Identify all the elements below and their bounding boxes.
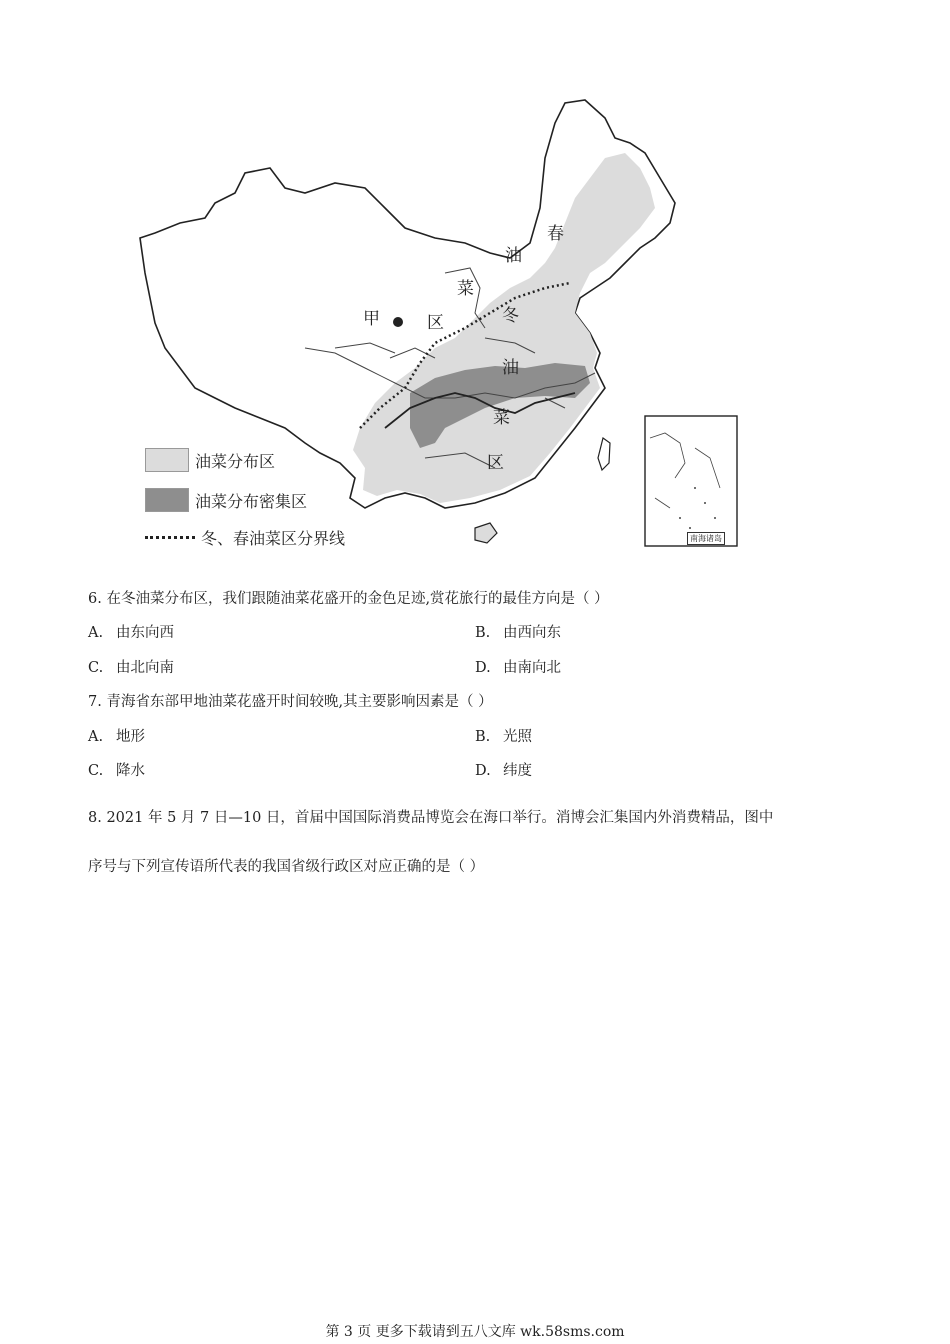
q7-option-c[interactable]: C. 降水: [88, 763, 145, 779]
label-jia: 甲: [363, 309, 380, 329]
question-8-line2: 序号与下列宣传语所代表的我国省级行政区对应正确的是（ ）: [88, 859, 485, 875]
label-cai-winter: 菜: [493, 408, 510, 428]
inset-label: 南海诸岛: [687, 532, 725, 545]
dotted-line-sample: [145, 536, 195, 539]
q7-option-d[interactable]: D. 纬度: [475, 763, 532, 779]
label-dong: 冬: [502, 306, 519, 326]
label-cai-spring: 菜: [457, 279, 474, 299]
q7-option-b[interactable]: B. 光照: [475, 729, 532, 745]
page-footer: 第 3 页 更多下载请到五八文库 wk.58sms.com: [325, 1324, 625, 1340]
q6-option-c[interactable]: C. 由北向南: [88, 660, 174, 676]
legend-dense: 油菜分布密集区: [145, 488, 307, 512]
point-jia: [393, 317, 403, 327]
question-7: 7. 青海省东部甲地油菜花盛开时间较晚,其主要影响因素是（ ）: [88, 694, 493, 710]
q6-option-d[interactable]: D. 由南向北: [475, 660, 561, 676]
south-china-sea-inset: [645, 416, 737, 546]
question-8-line1: 8. 2021 年 5 月 7 日—10 日，首届中国国际消费品博览会在海口举行。消博会汇集国内外消费精品，图中: [88, 810, 774, 826]
china-rapeseed-map: [135, 98, 740, 550]
label-you-spring: 油: [505, 246, 522, 266]
swatch-dense: [145, 488, 189, 512]
label-qu-spring: 区: [427, 313, 444, 333]
label-qu-winter: 区: [487, 453, 504, 473]
taiwan-island: [598, 438, 610, 470]
legend-boundary: 冬、春油菜区分界线: [145, 526, 345, 549]
label-you-winter: 油: [502, 358, 519, 378]
question-6: 6. 在冬油菜分布区，我们跟随油菜花盛开的金色足迹,赏花旅行的最佳方向是（ ）: [88, 591, 609, 607]
hainan-island: [475, 523, 497, 543]
q6-option-b[interactable]: B. 由西向东: [475, 625, 561, 641]
legend-distribution: 油菜分布区: [145, 448, 275, 472]
q7-option-a[interactable]: A. 地形: [88, 729, 145, 745]
q6-option-a[interactable]: A. 由东向西: [88, 625, 174, 641]
label-chun: 春: [547, 224, 564, 244]
swatch-light: [145, 448, 189, 472]
